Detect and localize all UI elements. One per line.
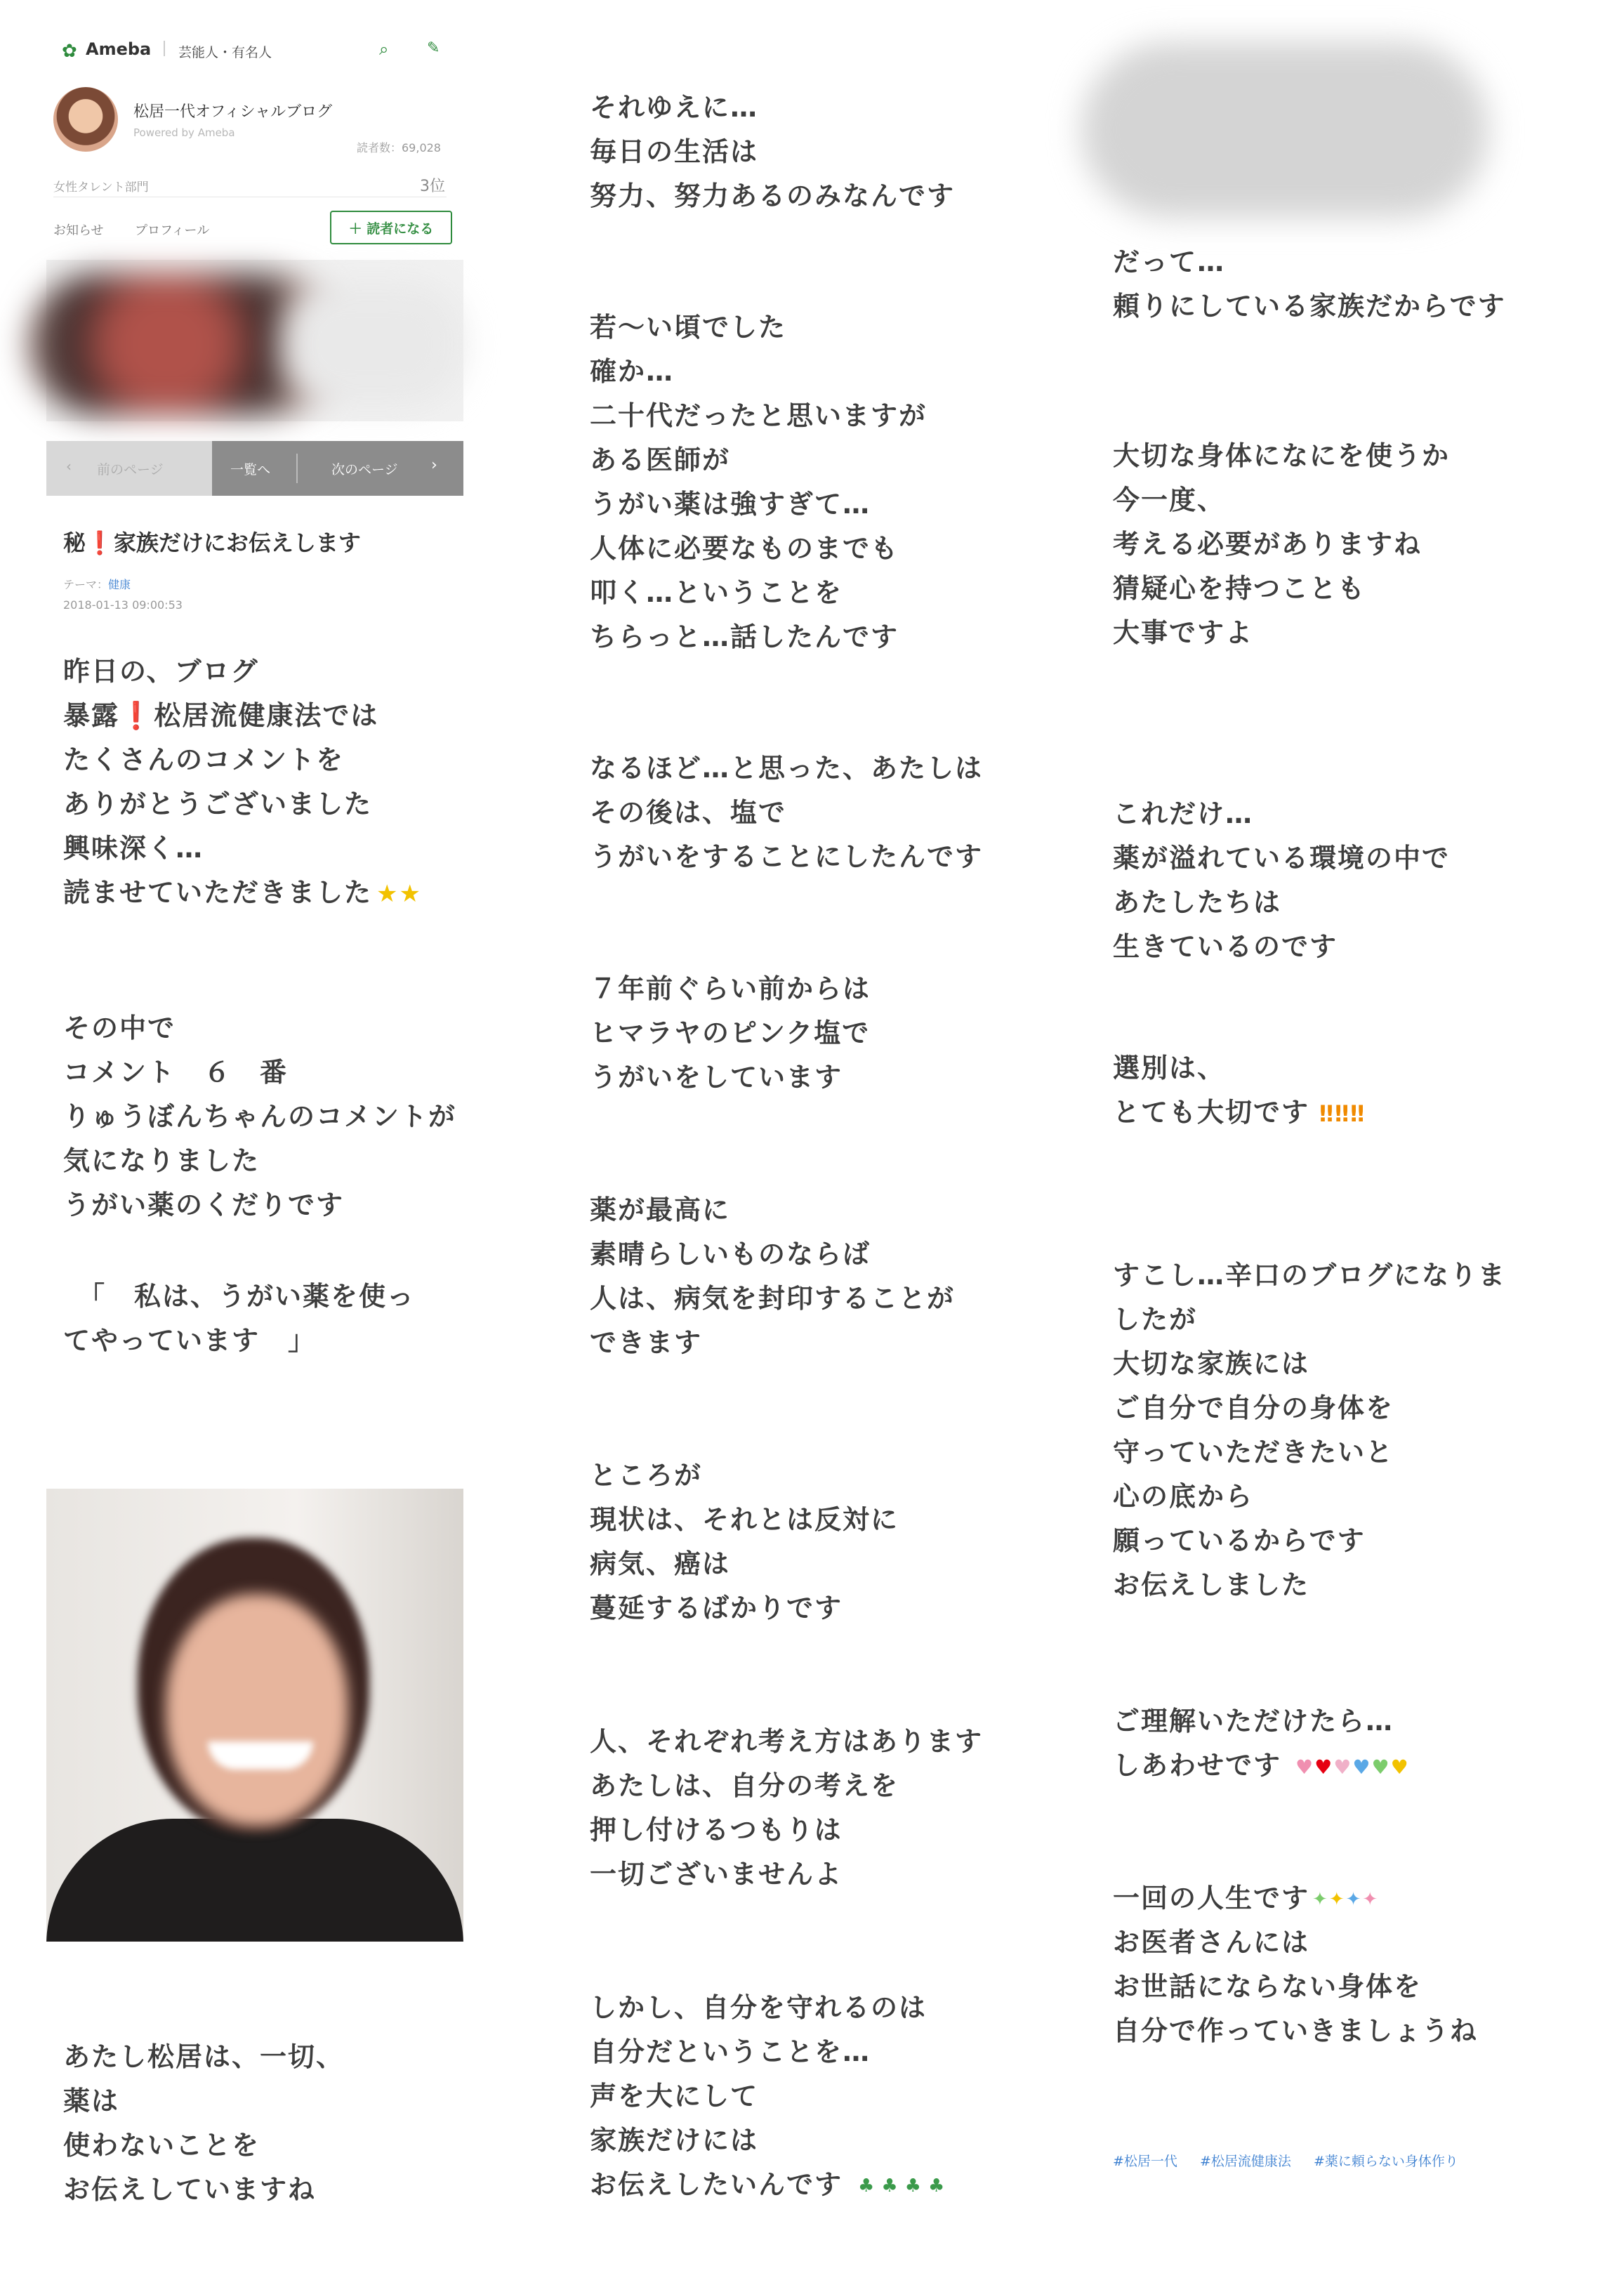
hashtags — [1113, 2151, 1477, 2170]
text-line — [63, 694, 422, 738]
text-line: 興味深く… — [63, 833, 204, 864]
post-title-prefix: 秘 — [63, 529, 86, 556]
blurred-image — [1081, 42, 1488, 218]
shooting-star-icon: ✦✦✦✦ — [1312, 1889, 1380, 1910]
paragraph — [590, 86, 955, 218]
search-icon[interactable]: ⌕ — [379, 39, 389, 59]
text-span: しあわせです — [1113, 1750, 1282, 1781]
text-span: 暴露 — [63, 700, 120, 731]
text-line: その後は、塩で — [590, 797, 787, 828]
paragraph — [590, 305, 927, 659]
avatar[interactable] — [53, 87, 118, 152]
photo-shoulders — [46, 1819, 463, 1942]
nav-news[interactable]: お知らせ — [53, 223, 104, 238]
text-line: ちらっと…話したんです — [590, 621, 899, 652]
follow-button[interactable]: ＋ 読者になる — [330, 211, 452, 244]
powered-by: Powered by Ameba — [133, 126, 235, 139]
paragraph — [590, 967, 871, 1100]
text-line: 願っているからです — [1113, 1525, 1366, 1556]
pen-icon[interactable]: ✎ — [427, 39, 440, 57]
ameba-brand[interactable]: Ameba — [86, 39, 152, 59]
text-line: 頼りにしている家族だからです — [1113, 291, 1506, 322]
double-exclamation-icon: ‼‼‼ — [1319, 1100, 1366, 1127]
paragraph — [63, 2035, 344, 2212]
text-line: てやっています 」 — [63, 1325, 317, 1356]
text-line: 考える必要がありますね — [1113, 529, 1422, 560]
text-line: 大切な家族には — [1113, 1348, 1310, 1379]
reader-count: 読者数：69,028 — [357, 141, 441, 154]
pager-list[interactable]: 一覧へ — [230, 462, 271, 477]
text-line: できます — [590, 1327, 703, 1358]
photo-smile — [208, 1741, 313, 1770]
hashtag-link[interactable]: #薬に頼らない身体作り — [1313, 2154, 1458, 2169]
text-line: 猜疑心を持つことも — [1113, 573, 1366, 604]
text-line: 一切ございませんよ — [590, 1859, 843, 1890]
hearts-icon: ♥♥♥♥♥♥ — [1295, 1756, 1410, 1779]
text-line: 毎日の生活は — [590, 136, 759, 167]
paragraph — [1113, 792, 1450, 969]
text-span: お伝えしたいんです — [590, 2169, 843, 2200]
text-span: とても大切です — [1113, 1097, 1310, 1128]
paragraph — [1113, 240, 1506, 329]
text-line: 気になりました — [63, 1145, 260, 1176]
theme-label: テーマ： — [63, 578, 109, 591]
post-title-text: 家族だけにお伝えします — [113, 529, 361, 556]
text-line — [63, 871, 422, 915]
text-line: これだけ… — [1113, 798, 1254, 829]
text-line: 心の底から — [1113, 1481, 1254, 1512]
text-line: 確か… — [590, 356, 675, 387]
text-line — [1113, 1091, 1366, 1135]
text-line: 守っていただきたいと — [1113, 1437, 1394, 1468]
text-line: りゅうぼんちゃんのコメントが — [63, 1101, 457, 1132]
text-line: うがいをすることにしたんです — [590, 841, 984, 872]
text-line: 病気、癌は — [590, 1548, 731, 1579]
text-line: 努力、努力あるのみなんです — [590, 180, 956, 211]
paragraph — [63, 1275, 415, 1363]
post-date: 2018-01-13 09:00:53 — [63, 598, 183, 612]
photo-face — [166, 1594, 348, 1826]
text-line: たくさんのコメントを — [63, 744, 345, 775]
text-line: 薬は — [63, 2086, 120, 2116]
divider — [296, 454, 298, 483]
text-line: 声を大にして — [590, 2081, 759, 2112]
top-bar — [62, 39, 455, 60]
text-line: 薬が溢れている環境の中で — [1113, 843, 1451, 874]
text-line: ありがとうございました — [63, 789, 373, 819]
text-line: それゆえに… — [590, 92, 759, 123]
paragraph — [63, 1006, 456, 1227]
text-line: お世話にならない身体を — [1113, 1971, 1422, 2002]
text-line: 選別は、 — [1113, 1053, 1226, 1084]
paragraph — [1113, 434, 1450, 655]
paragraph — [63, 650, 422, 915]
nav-profile[interactable]: プロフィール — [135, 223, 210, 238]
text-line: したが — [1113, 1304, 1198, 1335]
text-line: 「 私は、うがい薬を使っ — [63, 1281, 416, 1312]
text-line: 自分だということを… — [590, 2036, 871, 2067]
paragraph — [1113, 1876, 1478, 2053]
paragraph — [590, 1454, 899, 1631]
text-line: 家族だけには — [590, 2125, 759, 2156]
text-line: しかし、自分を守れるのは — [590, 1992, 927, 2023]
text-line: 若〜い頃でした — [590, 312, 787, 343]
text-line: コメント ６ 番 — [63, 1057, 289, 1088]
hashtag-link[interactable]: #松居流健康法 — [1199, 2154, 1291, 2169]
star-icon: ★★ — [376, 880, 422, 908]
text-line: うがい薬のくだりです — [63, 1190, 345, 1220]
text-line: すこし…辛口のブログになりま — [1113, 1260, 1507, 1291]
text-line: 蔓延するばかりです — [590, 1593, 843, 1623]
rank-value: 3位 — [420, 178, 445, 195]
paragraph — [1113, 1046, 1366, 1135]
chevron-left-icon: ‹ — [66, 458, 72, 475]
exclamation-icon: ❗ — [86, 529, 114, 556]
text-line: ７年前ぐらい前からは — [590, 973, 871, 1004]
text-line: その中で — [63, 1013, 176, 1043]
text-line: ヒマラヤのピンク塩で — [590, 1017, 871, 1048]
paragraph — [590, 1188, 955, 1365]
ameba-logo-icon: ✿ — [62, 41, 77, 62]
blog-title[interactable]: 松居一代オフィシャルブログ — [133, 103, 333, 121]
theme-link[interactable]: 健康 — [108, 578, 131, 591]
pager-prev[interactable]: 前のページ — [97, 462, 164, 477]
text-line: 素晴らしいものならば — [590, 1239, 871, 1270]
text-span: 松居流健康法では — [154, 700, 379, 731]
text-line: お伝えしていますね — [63, 2174, 317, 2205]
text-line: 自分で作っていきましょうね — [1113, 2015, 1479, 2046]
text-line: あたしは、自分の考えを — [590, 1770, 899, 1801]
paragraph — [590, 1720, 983, 1897]
text-line: お伝えしました — [1113, 1569, 1310, 1600]
text-line — [590, 2163, 951, 2207]
hashtag-link[interactable]: #松居一代 — [1113, 2154, 1177, 2169]
rank-category: 女性タレント部門 — [53, 180, 149, 195]
portrait-photo — [46, 1489, 463, 1942]
text-line: あたしたちは — [1113, 887, 1282, 918]
paragraph — [590, 746, 983, 879]
text-line: ある医師が — [590, 444, 731, 475]
pager — [46, 441, 463, 496]
category-tag[interactable]: 芸能人・有名人 — [178, 45, 272, 60]
text-line: 大事ですよ — [1113, 617, 1254, 648]
header-image-blur — [281, 281, 463, 407]
text-line — [1113, 1876, 1478, 1921]
text-line: ご自分で自分の身体を — [1113, 1392, 1394, 1423]
exclamation-icon: ❗ — [119, 700, 154, 731]
divider — [164, 41, 165, 56]
text-line: なるほど…と思った、あたしは — [590, 753, 984, 784]
paragraph — [1113, 1699, 1410, 1788]
text-line: 生きているのです — [1113, 931, 1338, 962]
clover-icon: ♣♣♣♣ — [858, 2175, 952, 2196]
text-line: 使わないことを — [63, 2130, 260, 2161]
text-line: うがいをしています — [590, 1062, 843, 1093]
text-line — [1113, 1744, 1410, 1788]
text-line: だって… — [1113, 246, 1226, 277]
text-line: 二十代だったと思いますが — [590, 400, 927, 431]
paragraph — [1113, 1253, 1506, 1607]
text-line: 薬が最高に — [590, 1194, 731, 1225]
text-span: 読ませていただきました — [63, 877, 373, 908]
text-line: 昨日の、ブログ — [63, 656, 259, 687]
text-line: 現状は、それとは反対に — [590, 1504, 899, 1535]
text-line: お医者さんには — [1113, 1927, 1310, 1958]
text-line: 人体に必要なものまでも — [590, 533, 899, 564]
post-title — [63, 525, 361, 558]
text-line: 今一度、 — [1113, 485, 1226, 515]
text-line: ご理解いただけたら… — [1113, 1706, 1394, 1737]
text-line: 大切な身体になにを使うか — [1113, 440, 1451, 471]
text-line: 人は、病気を封印することが — [590, 1283, 956, 1314]
text-line: あたし松居は、一切、 — [63, 2041, 345, 2072]
text-line: 押し付けるつもりは — [590, 1814, 843, 1845]
text-line: 人、それぞれ考え方はあります — [590, 1726, 984, 1757]
paragraph — [590, 1986, 951, 2207]
text-line: ところが — [590, 1460, 703, 1491]
text-line: うがい薬は強すぎて… — [590, 489, 871, 520]
text-line: 叩く…ということを — [590, 577, 843, 608]
text-span: 一回の人生です — [1113, 1883, 1310, 1914]
pager-next[interactable]: 次のページ — [331, 462, 398, 477]
post-theme — [63, 576, 131, 592]
chevron-right-icon: › — [431, 456, 437, 474]
